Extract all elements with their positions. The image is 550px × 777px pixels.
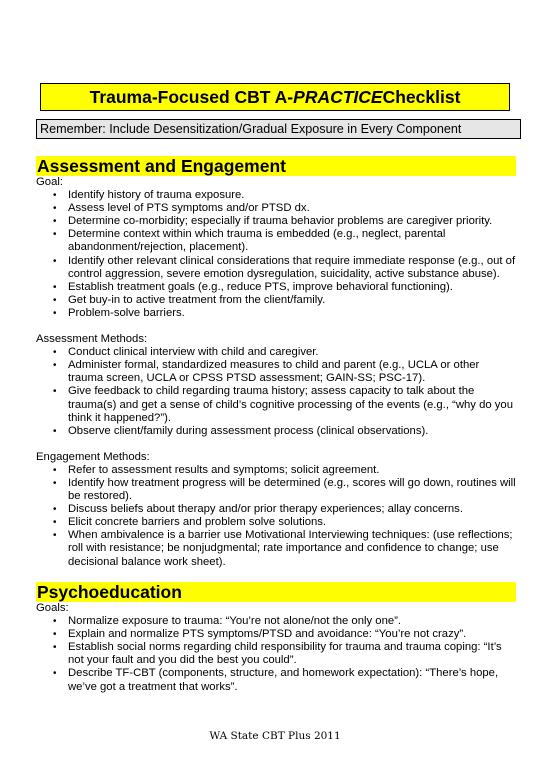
bullet-icon: •	[53, 517, 57, 529]
list-item: • Explain and normalize PTS symptoms/PTSD and avoidance: “You’re not crazy”.	[53, 628, 467, 641]
list-item: • Establish social norms regarding child responsibility for trauma and trauma coping: “It’s not your fault and you did the best you could”.	[53, 641, 502, 667]
assessment-heading: Assessment and Engagement	[36, 156, 516, 176]
list-item: • Determine context within which trauma is embedded (e.g., neglect, parental abandonment/rejection, placement).	[53, 228, 446, 254]
list-item: • When ambivalence is a barrier use Motivational Interviewing techniques: (use reflections; roll with resistance; be nonjudgmental; rate importance and confidence to change; use decisional balance work sheet).	[53, 529, 513, 568]
engagement-methods-list	[36, 464, 516, 569]
goal-label: Goal:	[36, 176, 64, 188]
bullet-icon: •	[53, 464, 57, 476]
bullet-icon: •	[53, 203, 57, 215]
bullet-icon: •	[53, 294, 57, 306]
list-item: • Give feedback to child regarding trauma history; assess capacity to talk about the trauma(s) and get a sense of child’s cognitive processing of the events (e.g., “why do you think it happened?”).	[53, 385, 514, 424]
document-title	[40, 83, 510, 111]
bullet-icon: •	[53, 216, 57, 228]
page-footer: WA State CBT Plus 2011	[209, 730, 341, 742]
assessment-section	[36, 156, 516, 569]
list-item: • Discuss beliefs about therapy and/or prior therapy experiences; allay concerns.	[53, 503, 463, 516]
list-item: • Identify how treatment progress will be determined (e.g., scores will go down, routines will be restored).	[53, 476, 516, 503]
remember-note: Remember: Include Desensitization/Gradual Exposure in Every Component	[36, 119, 521, 139]
list-item: • Problem-solve barriers.	[53, 306, 185, 319]
bullet-icon: •	[53, 281, 57, 293]
bullet-icon: •	[53, 668, 57, 680]
bullet-icon: •	[53, 347, 57, 359]
list-item: • Identify other relevant clinical considerations that require immediate response (e.g., out of control aggression, severe emotion dysregulation, suicidality, active substance abuse).	[53, 254, 516, 280]
psychoeducation-section	[36, 582, 516, 694]
bullet-icon: •	[53, 255, 57, 267]
list-item: • Normalize exposure to trauma: “You’re not alone/not the only one”.	[53, 615, 402, 628]
list-item: • Observe client/family during assessment process (clinical observations).	[53, 424, 429, 437]
bullet-icon: •	[53, 307, 57, 319]
bullet-icon: •	[53, 386, 57, 398]
list-item: • Elicit concrete barriers and problem solve solutions.	[53, 516, 327, 529]
bullet-icon: •	[53, 616, 57, 628]
list-item: • Conduct clinical interview with child and caregiver.	[53, 346, 319, 359]
list-item: • Establish treatment goals (e.g., reduce PTS, improve behavioral functioning).	[53, 280, 453, 293]
list-item: • Refer to assessment results and symptoms; solicit agreement.	[53, 463, 380, 476]
list-item: • Administer formal, standardized measures to child and parent (e.g., UCLA or other trauma screen, UCLA or CPSS PTSD assessment; GAIN-SS; PSC-17).	[53, 359, 480, 385]
title-part-1: Trauma-Focused CBT A-	[89, 86, 294, 107]
list-item: • Assess level of PTS symptoms and/or PTSD dx.	[53, 202, 310, 215]
psychoeducation-heading: Psychoeducation	[36, 582, 516, 602]
title-part-2: PRACTICE	[293, 86, 383, 107]
title-part-3: Checklist	[382, 86, 461, 107]
psychoeducation-goals-list	[36, 615, 516, 694]
list-item: • Get buy-in to active treatment from the client/family.	[53, 293, 326, 306]
bullet-icon: •	[53, 360, 57, 372]
bullet-icon: •	[53, 190, 57, 202]
bullet-icon: •	[53, 642, 57, 654]
assessment-methods-list	[36, 346, 516, 438]
list-item: • Describe TF-CBT (components, structure, and homework expectation): “There’s hope, we’ve got a treatment that works”.	[53, 667, 499, 693]
bullet-icon: •	[53, 425, 57, 437]
bullet-icon: •	[53, 477, 57, 489]
engagement-methods-label: Engagement Methods:	[36, 450, 150, 463]
bullet-icon: •	[53, 504, 57, 516]
assessment-methods-label: Assessment Methods:	[36, 333, 148, 346]
psychoeducation-goals-label: Goals:	[36, 602, 69, 614]
bullet-icon: •	[53, 629, 57, 641]
bullet-icon: •	[53, 530, 57, 542]
bullet-icon: •	[53, 229, 57, 241]
assessment-goals-list	[36, 189, 516, 320]
list-item: • Identify history of trauma exposure.	[53, 189, 245, 202]
list-item: • Determine co-morbidity; especially if trauma behavior problems are caregiver priority.	[53, 215, 493, 228]
